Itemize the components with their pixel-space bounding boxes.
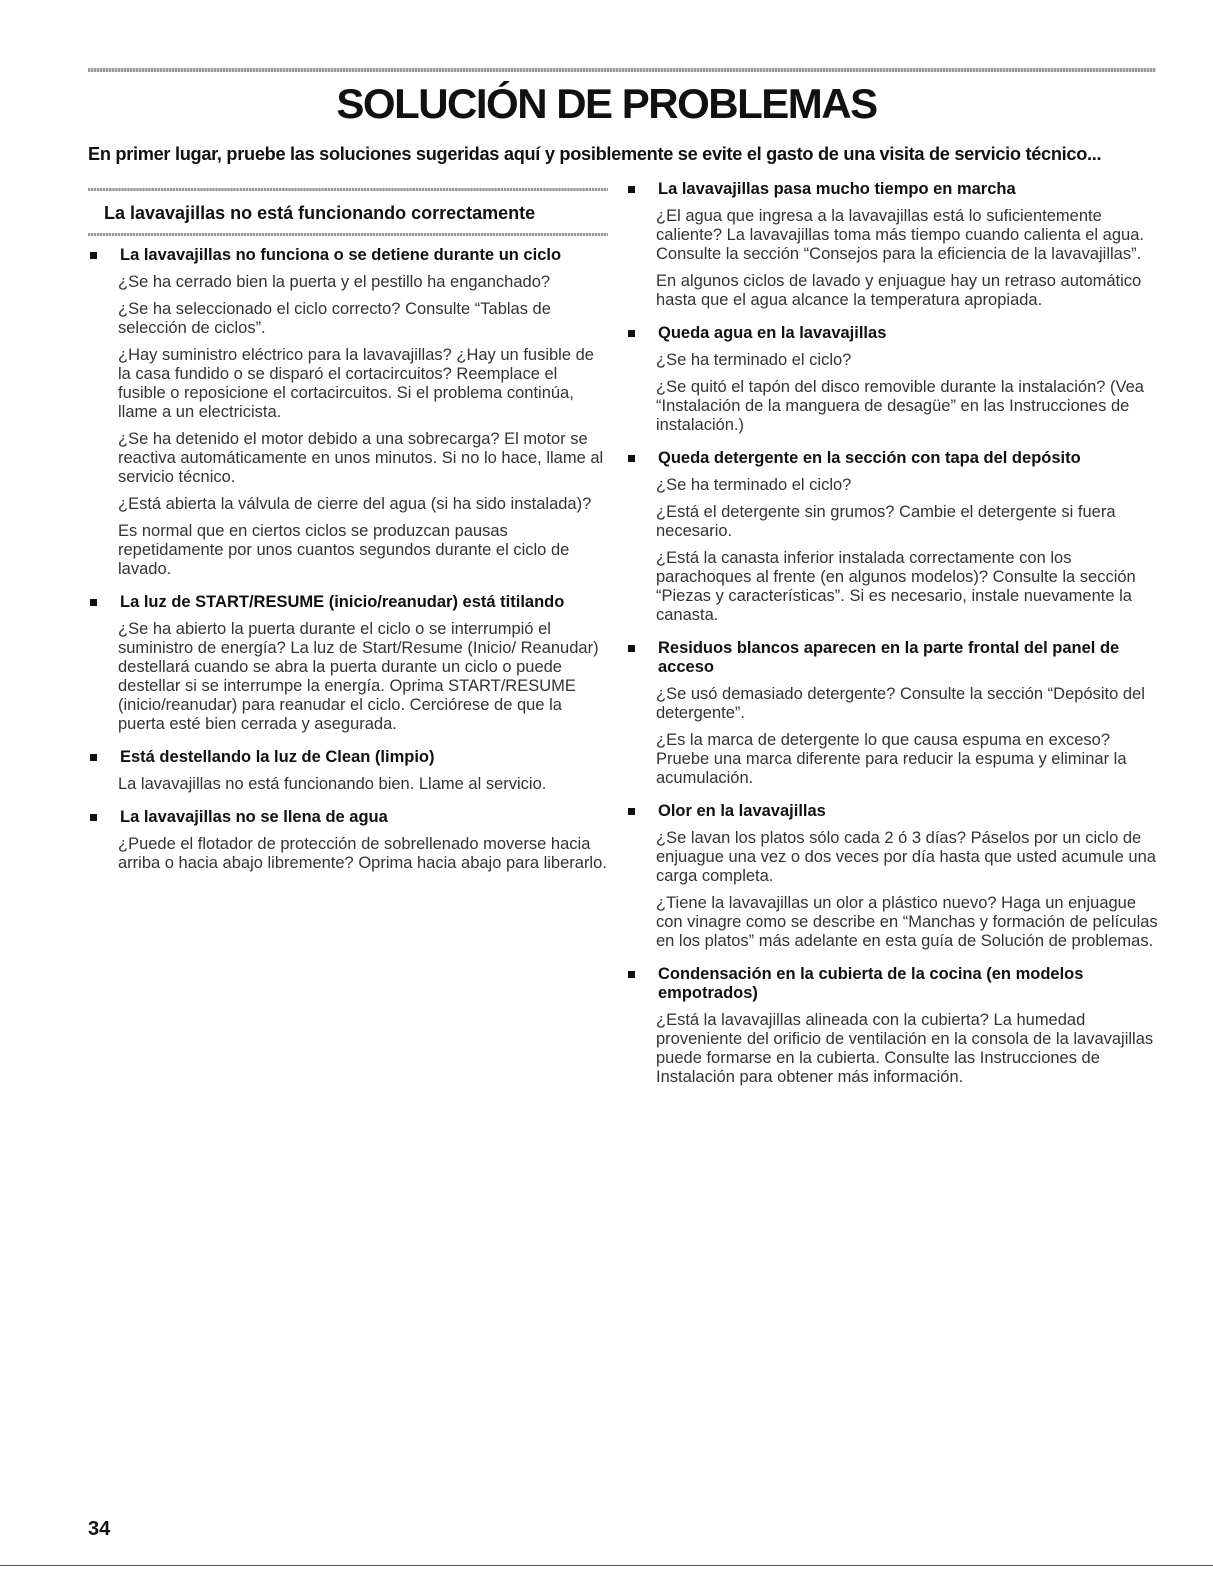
item-paragraph: ¿Está la canasta inferior instalada correctamente con los parachoques al frente (en algunos modelos)? Consulte la sección “Piezas y características”. Si es necesario, instale nuevamente la canasta. <box>656 549 1136 624</box>
item-paragraph: ¿Se ha cerrado bien la puerta y el pestillo ha enganchado? <box>118 273 551 291</box>
square-bullet-icon <box>628 186 635 193</box>
item-paragraph: ¿El agua que ingresa a la lavavajillas está lo suficientemente caliente? La lavavajillas toma más tiempo cuando calienta el agua. Consulte la sección “Consejos para la eficiencia de la lavavajillas”. <box>656 207 1144 263</box>
square-bullet-icon <box>628 971 635 978</box>
item-paragraph: ¿Es la marca de detergente lo que causa espuma en exceso? Pruebe una marca diferente para reducir la espuma y eliminar la acumulación. <box>656 731 1127 787</box>
item-paragraph: ¿Se ha detenido el motor debido a una sobrecarga? El motor se reactiva automáticamente en unos minutos. Si no lo hace, llame al servicio técnico. <box>118 430 604 486</box>
troubleshooting-item <box>626 639 1166 788</box>
item-heading-text: Queda detergente en la sección con tapa del depósito <box>658 449 1081 467</box>
page-number: 34 <box>88 1518 111 1540</box>
square-bullet-icon <box>628 808 635 815</box>
square-bullet-icon <box>628 455 635 462</box>
troubleshooting-item <box>626 180 1166 310</box>
square-bullet-icon <box>628 330 635 337</box>
page-title: SOLUCIÓN DE PROBLEMAS <box>336 80 877 127</box>
item-heading <box>626 324 1166 343</box>
item-heading-text: Residuos blancos aparecen en la parte frontal del panel de acceso <box>658 639 1120 676</box>
page-subtitle: En primer lugar, pruebe las soluciones sugeridas aquí y posiblemente se evite el gasto de una visita de servicio técnico... <box>88 144 1102 164</box>
left-column <box>88 180 608 873</box>
item-paragraph: ¿Se ha terminado el ciclo? <box>656 476 852 494</box>
square-bullet-icon <box>90 252 97 259</box>
troubleshooting-item <box>88 808 608 873</box>
right-items <box>626 180 1166 1087</box>
right-column <box>626 180 1166 1087</box>
troubleshooting-item <box>626 324 1166 435</box>
square-bullet-icon <box>628 645 635 652</box>
item-heading-text: Queda agua en la lavavajillas <box>658 324 887 342</box>
item-paragraph: ¿Puede el flotador de protección de sobrellenado moverse hacia arriba o hacia abajo libremente? Oprima hacia abajo para liberarlo. <box>118 835 607 872</box>
troubleshooting-item <box>88 593 608 734</box>
item-paragraph: ¿Se ha seleccionado el ciclo correcto? Consulte “Tablas de selección de ciclos”. <box>118 300 551 337</box>
item-paragraph: ¿Se lavan los platos sólo cada 2 ó 3 días? Páselos por un ciclo de enjuague una vez o dos veces por día hasta que usted acumule una carga completa. <box>656 829 1156 885</box>
square-bullet-icon <box>90 599 97 606</box>
item-heading <box>626 965 1166 1003</box>
item-paragraph: ¿Tiene la lavavajillas un olor a plástico nuevo? Haga un enjuague con vinagre como se describe en “Manchas y formación de películas en los platos” más adelante en esta guía de Solución de problemas. <box>656 894 1158 950</box>
item-heading <box>88 748 608 767</box>
item-heading-text: Condensación en la cubierta de la cocina (en modelos empotrados) <box>658 965 1084 1002</box>
item-paragraph: ¿Se usó demasiado detergente? Consulte la sección “Depósito del detergente”. <box>656 685 1145 722</box>
item-paragraph: ¿Se ha terminado el ciclo? <box>656 351 852 369</box>
item-heading <box>626 639 1166 677</box>
item-heading <box>88 808 608 827</box>
item-paragraph: La lavavajillas no está funcionando bien. Llame al servicio. <box>118 775 547 793</box>
item-heading-text: La luz de START/RESUME (inicio/reanudar) está titilando <box>120 593 565 611</box>
item-heading-text: La lavavajillas pasa mucho tiempo en marcha <box>658 180 1016 198</box>
troubleshooting-item <box>626 965 1166 1087</box>
top-divider <box>88 68 1156 72</box>
item-paragraph: ¿Se quitó el tapón del disco removible durante la instalación? (Vea “Instalación de la manguera de desagüe” en las Instrucciones de instalación.) <box>656 378 1144 434</box>
item-heading-text: Olor en la lavavajillas <box>658 802 826 820</box>
item-heading <box>88 246 608 265</box>
section-heading: La lavavajillas no está funcionando correctamente <box>88 188 608 232</box>
item-paragraph: ¿Está abierta la válvula de cierre del agua (si ha sido instalada)? <box>118 495 592 513</box>
troubleshooting-item <box>88 246 608 579</box>
troubleshooting-item <box>626 802 1166 951</box>
bottom-divider <box>0 1565 1213 1566</box>
item-heading <box>626 449 1166 468</box>
item-paragraph: ¿Hay suministro eléctrico para la lavavajillas? ¿Hay un fusible de la casa fundido o se disparó el cortacircuitos? Reemplace el fusible o reposicione el cortacircuitos. Si el problema continúa, llame a un electricista. <box>118 346 594 421</box>
item-heading-text: La lavavajillas no se llena de agua <box>120 808 388 826</box>
item-heading-text: Está destellando la luz de Clean (limpio) <box>120 748 435 766</box>
left-items <box>88 246 608 873</box>
item-paragraph: En algunos ciclos de lavado y enjuague hay un retraso automático hasta que el agua alcance la temperatura apropiada. <box>656 272 1142 309</box>
item-heading <box>88 593 608 612</box>
square-bullet-icon <box>90 754 97 761</box>
item-heading-text: La lavavajillas no funciona o se detiene durante un ciclo <box>120 246 562 264</box>
item-paragraph: ¿Se ha abierto la puerta durante el ciclo o se interrumpió el suministro de energía? La luz de Start/Resume (Inicio/ Reanudar) destellará cuando se abra la puerta durante un ciclo o puede destellar si se interrumpe la energía. Oprima START/RESUME (inicio/reanudar) para reanudar el ciclo. Cerciórese de que la puerta esté bien cerrada y asegurada. <box>118 620 599 733</box>
item-heading <box>626 180 1166 199</box>
item-paragraph: ¿Está el detergente sin grumos? Cambie el detergente si fuera necesario. <box>656 503 1116 540</box>
item-paragraph: ¿Está la lavavajillas alineada con la cubierta? La humedad proveniente del orificio de ventilación en la consola de la lavavajillas puede formarse en la cubierta. Consulte las Instrucciones de Instalación para obtener más información. <box>656 1011 1154 1086</box>
troubleshooting-item <box>626 449 1166 625</box>
item-paragraph: Es normal que en ciertos ciclos se produzcan pausas repetidamente por unos cuantos segundos durante el ciclo de lavado. <box>118 522 570 578</box>
square-bullet-icon <box>90 814 97 821</box>
item-heading <box>626 802 1166 821</box>
troubleshooting-item <box>88 748 608 794</box>
